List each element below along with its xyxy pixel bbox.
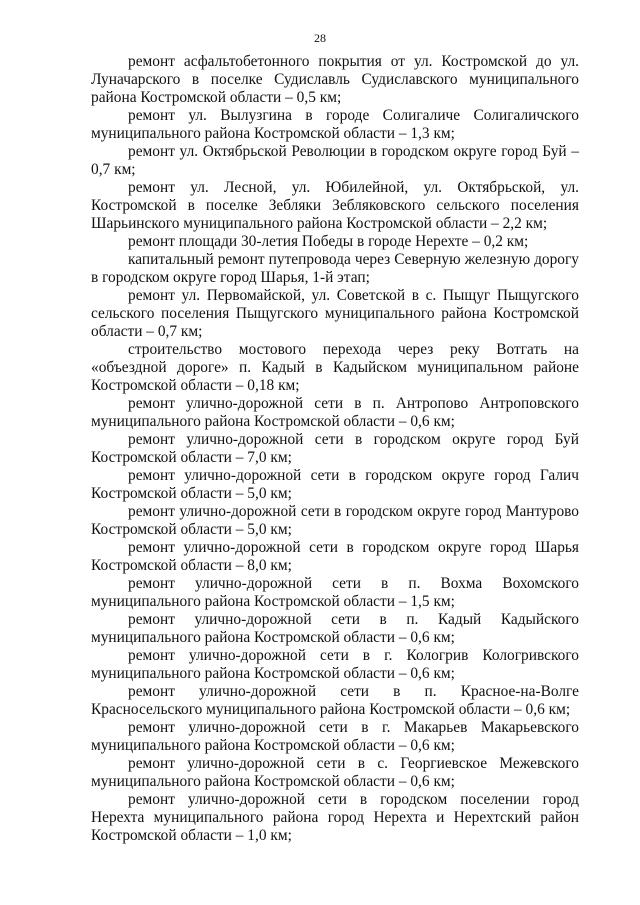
list-item: ремонт улично-дорожной сети в городском округе город Буй Костромской области – 7,0 км; [91,431,579,466]
list-item: ремонт площади 30-летия Победы в городе Нерехте – 0,2 км; [128,233,529,250]
list-item: ремонт улично-дорожной сети в г. Кологрив Кологривского муниципального района Костромской области – 0,6 км; [91,647,579,682]
list-item: ремонт улично-дорожной сети в городском округе город Шарья Костромской области – 8,0 км; [91,539,579,574]
document-body [91,53,579,845]
list-item: ремонт улично-дорожной сети в городском округе город Мантурово Костромской области – 5,0 км; [91,503,579,538]
list-item: капитальный ремонт путепровода через Северную железную дорогу в городском округе город Шарья, 1-й этап; [91,251,579,286]
page-number: 28 [314,31,326,45]
list-item: ремонт улично-дорожной сети в п. Красное-на-Волге Красносельского муниципального района Костромской области – 0,6 км; [91,683,579,718]
list-item: ремонт ул. Лесной, ул. Юбилейной, ул. Октябрьской, ул. Костромской в поселке Зебляки Зебляковского сельского поселения Шарьинского муниципального района Костромской области – 2,2 км; [91,179,579,232]
list-item: ремонт улично-дорожной сети в п. Вохма Вохомского муниципального района Костромской области – 1,5 км; [91,575,579,610]
list-item: ремонт улично-дорожной сети в г. Макарьев Макарьевского муниципального района Костромской области – 0,6 км; [91,719,579,754]
list-item: ремонт ул. Вылузгина в городе Солигаличе Солигаличского муниципального района Костромской области – 1,3 км; [91,107,579,142]
list-item: ремонт улично-дорожной сети в с. Георгиевское Межевского муниципального района Костромской области – 0,6 км; [91,755,579,790]
list-item: ремонт асфальтобетонного покрытия от ул. Костромской до ул. Луначарского в поселке Судиславль Судиславского муниципального района Костромской области – 0,5 км; [91,53,579,106]
list-item: ремонт улично-дорожной сети в городском округе город Галич Костромской области – 5,0 км; [91,467,579,502]
list-item: ремонт ул. Первомайской, ул. Советской в с. Пыщуг Пыщугского сельского поселения Пыщугского муниципального района Костромской области – 0,7 км; [91,287,579,340]
list-item: ремонт ул. Октябрьской Революции в городском округе город Буй – 0,7 км; [91,143,579,178]
list-item: ремонт улично-дорожной сети в п. Антропово Антроповского муниципального района Костромской области – 0,6 км; [91,395,579,430]
list-item: ремонт улично-дорожной сети в п. Кадый Кадыйского муниципального района Костромской области – 0,6 км; [91,611,579,646]
list-item: строительство мостового перехода через реку Вотгать на «объездной дороге» п. Кадый в Кадыйском муниципальном районе Костромской области – 0,18 км; [91,341,579,394]
list-item: ремонт улично-дорожной сети в городском поселении город Нерехта муниципального района город Нерехта и Нерехтский район Костромской области – 1,0 км; [91,791,579,844]
